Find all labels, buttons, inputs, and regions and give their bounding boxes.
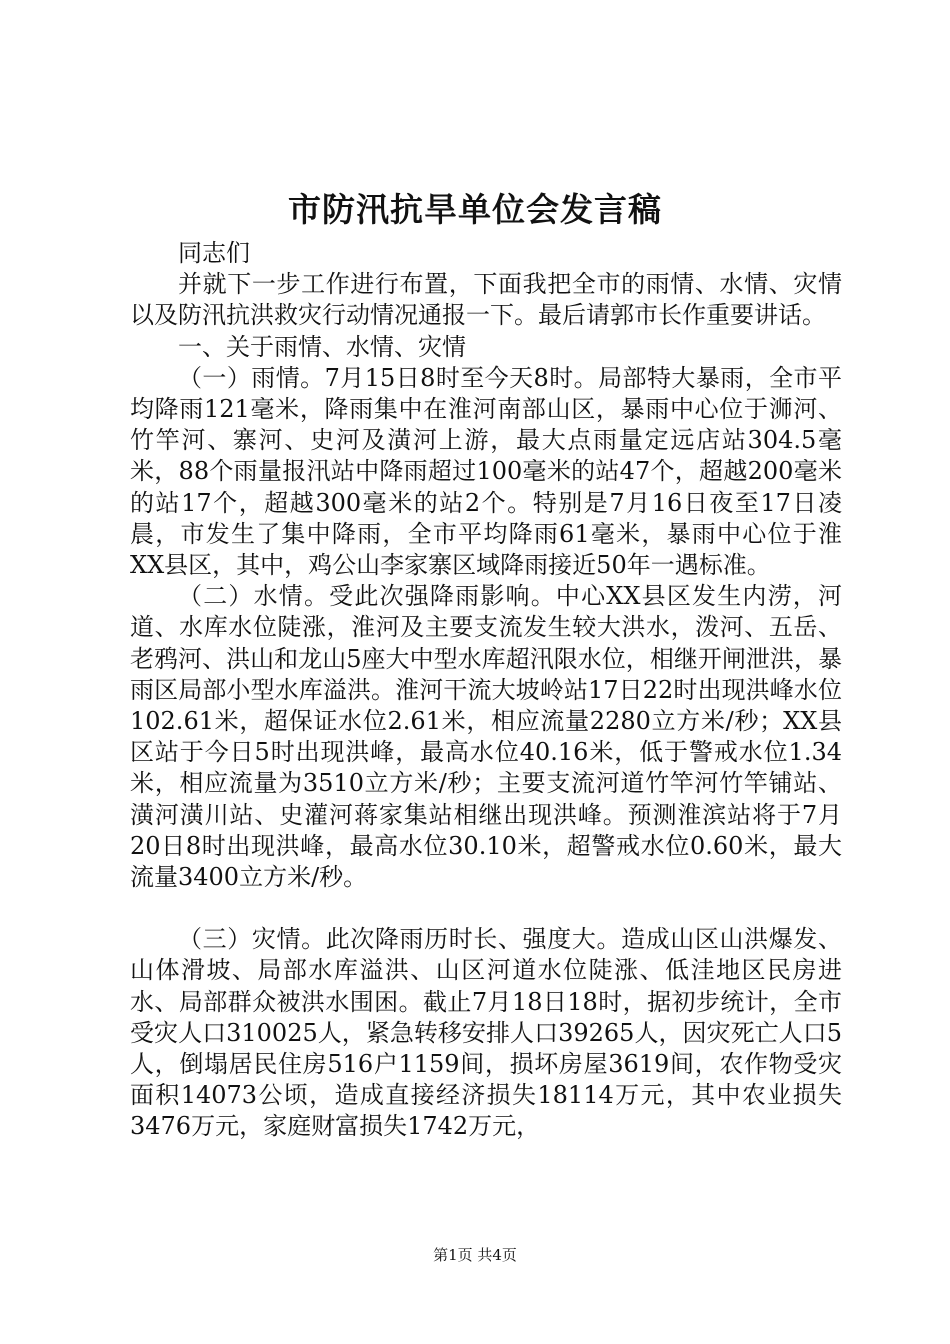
rain-paragraph: （一）雨情。7月15日8时至今天8时。局部特大暴雨，全市平均降雨121毫米，降雨集中在淮河南部山区，暴雨中心位于浉河、竹竿河、寨河、史河及潢河上游，最大点雨量定远店站304.5毫米，88个雨量报汛站中降雨超过100毫米的站47个，超越200毫米的站17个，超越300毫米的站2个。特别是7月16日夜至17日凌晨，市发生了集中降雨，全市平均降雨61毫米，暴雨中心位于淮XX县区，其中，鸡公山李家寨区域降雨接近50年一遇标准。 [130,363,842,580]
intro-paragraph: 并就下一步工作进行布置，下面我把全市的雨情、水情、灾情以及防汛抗洪救灾行动情况通报一下。最后请郭市长作重要讲话。 [130,270,842,330]
water-paragraph: （二）水情。受此次强降雨影响。中心XX县区发生内涝，河道、水库水位陡涨，淮河及主要支流发生较大洪水，泼河、五岳、老鸦河、洪山和龙山5座大中型水库超汛限水位，相继开闸泄洪，暴雨区局部小型水库溢洪。淮河干流大坡岭站17日22时出现洪峰水位102.61米，超保证水位2.61米，相应流量2280立方米/秒；XX县区站于今日5时出现洪峰，最高水位40.16米，低于警戒水位1.34米，相应流量为3510立方米/秒；主要支流河道竹竿河竹竿铺站、潢河潢川站、史灌河蒋家集站相继出现洪峰。预测淮滨站将于7月20日8时出现洪峰，最高水位30.10米，超警戒水位0.60米，最大流量3400立方米/秒。 [130,582,842,892]
document-title: 市防汛抗旱单位会发言稿 [288,190,662,229]
section-heading: 一、关于雨情、水情、灾情 [178,332,466,361]
salutation-paragraph: 同志们 [178,239,250,267]
disaster-paragraph: （三）灾情。此次降雨历时长、强度大。造成山区山洪爆发、山体滑坡、局部水库溢洪、山区河道水位陡涨、低洼地区民房进水、局部群众被洪水围困。截止7月18日18时，据初步统计，全市受灾人口310025人，紧急转移安排人口39265人，因灾死亡人口5人，倒塌居民住房516户1159间，损坏房屋3619间，农作物受灾面积14073公顷，造成直接经济损失18114万元，其中农业损失3476万元，家庭财富损失1742万元， [130,925,842,1141]
page-footer: 第1页 共4页 [433,1246,517,1264]
document-body [130,238,842,1143]
